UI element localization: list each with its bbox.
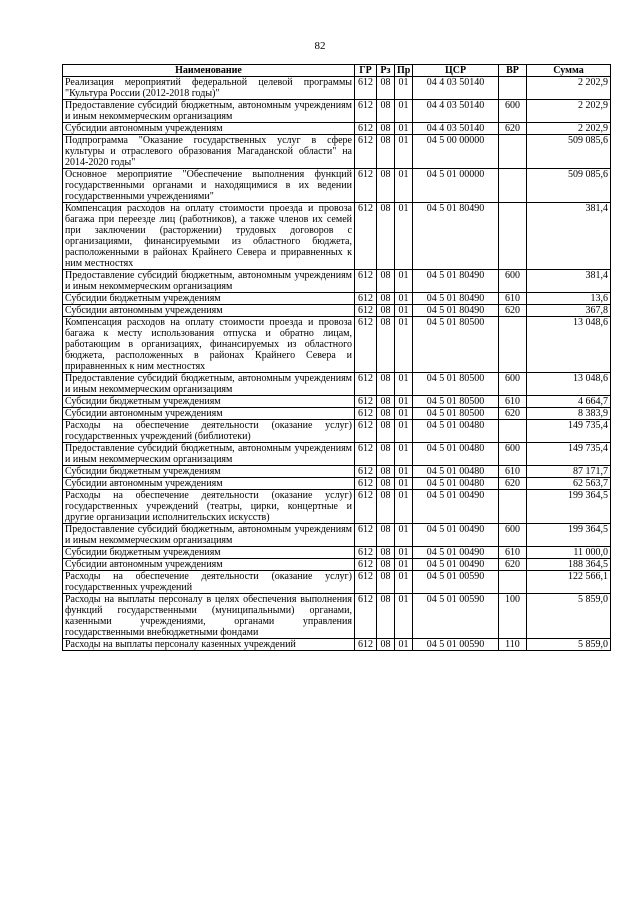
row-csr: 04 5 01 80490 xyxy=(413,203,499,270)
row-rz: 08 xyxy=(377,305,395,317)
row-rz: 08 xyxy=(377,396,395,408)
row-vr: 610 xyxy=(499,293,527,305)
row-csr: 04 5 01 80490 xyxy=(413,293,499,305)
row-sum: 87 171,7 xyxy=(527,466,611,478)
row-sum: 149 735,4 xyxy=(527,443,611,466)
row-sum: 2 202,9 xyxy=(527,123,611,135)
table-row xyxy=(63,317,611,373)
row-sum: 199 364,5 xyxy=(527,490,611,524)
row-sum: 11 000,0 xyxy=(527,547,611,559)
row-rz: 08 xyxy=(377,317,395,373)
row-sum: 5 859,0 xyxy=(527,639,611,651)
row-csr: 04 5 01 00590 xyxy=(413,594,499,639)
row-sum: 381,4 xyxy=(527,270,611,293)
table-row xyxy=(63,203,611,270)
header-name: Наименование xyxy=(63,65,355,77)
row-sum: 509 085,6 xyxy=(527,169,611,203)
row-csr: 04 5 01 00490 xyxy=(413,490,499,524)
row-rz: 08 xyxy=(377,639,395,651)
row-vr: 600 xyxy=(499,373,527,396)
table-row xyxy=(63,420,611,443)
table-row xyxy=(63,408,611,420)
row-pr: 01 xyxy=(395,547,413,559)
row-vr: 620 xyxy=(499,408,527,420)
row-csr: 04 5 01 00490 xyxy=(413,524,499,547)
row-csr: 04 5 01 00480 xyxy=(413,443,499,466)
row-vr: 600 xyxy=(499,524,527,547)
row-name: Расходы на выплаты персоналу казенных учреждений xyxy=(63,639,355,651)
row-sum: 381,4 xyxy=(527,203,611,270)
row-csr: 04 4 03 50140 xyxy=(413,123,499,135)
row-gr: 612 xyxy=(355,547,377,559)
row-name: Расходы на обеспечение деятельности (оказание услуг) государственных учреждений (театры, цирки, концертные и другие организации исполнительских искусств) xyxy=(63,490,355,524)
header-pr: Пр xyxy=(395,65,413,77)
row-gr: 612 xyxy=(355,490,377,524)
row-pr: 01 xyxy=(395,594,413,639)
row-name: Субсидии бюджетным учреждениям xyxy=(63,396,355,408)
table-row xyxy=(63,639,611,651)
table-row xyxy=(63,396,611,408)
table-row xyxy=(63,293,611,305)
row-gr: 612 xyxy=(355,443,377,466)
header-vr: ВР xyxy=(499,65,527,77)
table-row xyxy=(63,77,611,100)
row-gr: 612 xyxy=(355,478,377,490)
row-vr: 600 xyxy=(499,270,527,293)
row-name: Реализация мероприятий федеральной целевой программы "Культура России (2012-2018 годы)" xyxy=(63,77,355,100)
row-vr xyxy=(499,77,527,100)
header-sum: Сумма xyxy=(527,65,611,77)
row-name: Субсидии автономным учреждениям xyxy=(63,305,355,317)
row-gr: 612 xyxy=(355,169,377,203)
row-pr: 01 xyxy=(395,466,413,478)
row-vr xyxy=(499,571,527,594)
row-csr: 04 5 01 80500 xyxy=(413,408,499,420)
row-csr: 04 5 01 80500 xyxy=(413,317,499,373)
row-vr: 600 xyxy=(499,443,527,466)
row-pr: 01 xyxy=(395,478,413,490)
row-rz: 08 xyxy=(377,524,395,547)
row-pr: 01 xyxy=(395,77,413,100)
table-row xyxy=(63,169,611,203)
row-vr: 620 xyxy=(499,305,527,317)
row-csr: 04 5 01 00480 xyxy=(413,420,499,443)
row-gr: 612 xyxy=(355,293,377,305)
row-vr xyxy=(499,490,527,524)
table-row xyxy=(63,547,611,559)
row-sum: 367,8 xyxy=(527,305,611,317)
row-gr: 612 xyxy=(355,396,377,408)
row-name: Предоставление субсидий бюджетным, автономным учреждениям и иным некоммерческим организациям xyxy=(63,443,355,466)
row-vr xyxy=(499,203,527,270)
row-rz: 08 xyxy=(377,478,395,490)
row-vr xyxy=(499,135,527,169)
row-gr: 612 xyxy=(355,203,377,270)
row-pr: 01 xyxy=(395,443,413,466)
row-rz: 08 xyxy=(377,594,395,639)
row-sum: 188 364,5 xyxy=(527,559,611,571)
row-pr: 01 xyxy=(395,524,413,547)
row-csr: 04 4 03 50140 xyxy=(413,100,499,123)
row-csr: 04 5 01 00480 xyxy=(413,466,499,478)
row-pr: 01 xyxy=(395,317,413,373)
row-rz: 08 xyxy=(377,571,395,594)
row-vr xyxy=(499,169,527,203)
row-rz: 08 xyxy=(377,100,395,123)
row-gr: 612 xyxy=(355,270,377,293)
row-pr: 01 xyxy=(395,293,413,305)
row-sum: 149 735,4 xyxy=(527,420,611,443)
row-pr: 01 xyxy=(395,169,413,203)
table-row xyxy=(63,443,611,466)
row-rz: 08 xyxy=(377,490,395,524)
row-name: Предоставление субсидий бюджетным, автономным учреждениям и иным некоммерческим организациям xyxy=(63,270,355,293)
row-sum: 4 664,7 xyxy=(527,396,611,408)
table-row xyxy=(63,559,611,571)
row-csr: 04 5 01 00490 xyxy=(413,559,499,571)
row-name: Субсидии бюджетным учреждениям xyxy=(63,466,355,478)
row-rz: 08 xyxy=(377,293,395,305)
row-rz: 08 xyxy=(377,420,395,443)
row-rz: 08 xyxy=(377,123,395,135)
row-pr: 01 xyxy=(395,305,413,317)
table-row xyxy=(63,100,611,123)
row-gr: 612 xyxy=(355,639,377,651)
page-number: 82 xyxy=(314,40,326,52)
row-csr: 04 5 01 80500 xyxy=(413,396,499,408)
header-rz: Рз xyxy=(377,65,395,77)
row-vr: 610 xyxy=(499,396,527,408)
row-vr: 620 xyxy=(499,478,527,490)
row-pr: 01 xyxy=(395,639,413,651)
row-csr: 04 5 00 00000 xyxy=(413,135,499,169)
table-row xyxy=(63,123,611,135)
row-name: Основное мероприятие "Обеспечение выполнения функций государственными органами и находящимися в их ведении государственными учреждениями" xyxy=(63,169,355,203)
row-pr: 01 xyxy=(395,203,413,270)
row-name: Субсидии автономным учреждениям xyxy=(63,408,355,420)
row-rz: 08 xyxy=(377,466,395,478)
row-name: Расходы на обеспечение деятельности (оказание услуг) государственных учреждений xyxy=(63,571,355,594)
row-sum: 13,6 xyxy=(527,293,611,305)
row-name: Субсидии автономным учреждениям xyxy=(63,123,355,135)
row-sum: 509 085,6 xyxy=(527,135,611,169)
row-sum: 2 202,9 xyxy=(527,100,611,123)
row-rz: 08 xyxy=(377,559,395,571)
row-gr: 612 xyxy=(355,77,377,100)
header-gr: ГР xyxy=(355,65,377,77)
table-header xyxy=(63,65,611,77)
row-name: Субсидии бюджетным учреждениям xyxy=(63,547,355,559)
row-pr: 01 xyxy=(395,420,413,443)
row-gr: 612 xyxy=(355,594,377,639)
row-gr: 612 xyxy=(355,373,377,396)
row-pr: 01 xyxy=(395,135,413,169)
row-rz: 08 xyxy=(377,443,395,466)
row-gr: 612 xyxy=(355,100,377,123)
row-name: Предоставление субсидий бюджетным, автономным учреждениям и иным некоммерческим организациям xyxy=(63,100,355,123)
row-gr: 612 xyxy=(355,420,377,443)
row-name: Предоставление субсидий бюджетным, автономным учреждениям и иным некоммерческим организациям xyxy=(63,373,355,396)
row-vr xyxy=(499,317,527,373)
row-vr: 620 xyxy=(499,123,527,135)
row-name: Компенсация расходов на оплату стоимости проезда и провоза багажа к месту использования отпуска и обратно лицам, работающим в организациях, финансируемых из областного бюджета, расположенных в районах Крайнего Севера и приравненных к ним местностях xyxy=(63,317,355,373)
row-rz: 08 xyxy=(377,270,395,293)
row-vr: 610 xyxy=(499,466,527,478)
row-vr: 110 xyxy=(499,639,527,651)
table-row xyxy=(63,478,611,490)
row-rz: 08 xyxy=(377,408,395,420)
row-rz: 08 xyxy=(377,373,395,396)
row-sum: 2 202,9 xyxy=(527,77,611,100)
row-name: Предоставление субсидий бюджетным, автономным учреждениям и иным некоммерческим организациям xyxy=(63,524,355,547)
row-vr: 100 xyxy=(499,594,527,639)
table-row xyxy=(63,524,611,547)
row-csr: 04 5 01 80500 xyxy=(413,373,499,396)
row-name: Компенсация расходов на оплату стоимости проезда и провоза багажа при переезде лиц (работников), а также членов их семей при заключении (расторжении) трудовых договоров с организациями, финансируемыми из областного бюджета, расположенными в районах Крайнего Севера и приравненных к ним местностях xyxy=(63,203,355,270)
row-csr: 04 5 01 00590 xyxy=(413,571,499,594)
row-pr: 01 xyxy=(395,373,413,396)
row-gr: 612 xyxy=(355,317,377,373)
row-name: Подпрограмма "Оказание государственных услуг в сфере культуры и отраслевого образования Магаданской области" на 2014-2020 годы" xyxy=(63,135,355,169)
row-sum: 13 048,6 xyxy=(527,373,611,396)
row-gr: 612 xyxy=(355,135,377,169)
row-gr: 612 xyxy=(355,524,377,547)
table-body xyxy=(63,77,611,651)
row-vr: 600 xyxy=(499,100,527,123)
row-gr: 612 xyxy=(355,123,377,135)
row-csr: 04 5 01 00490 xyxy=(413,547,499,559)
table-row xyxy=(63,571,611,594)
row-pr: 01 xyxy=(395,408,413,420)
table-row xyxy=(63,466,611,478)
row-gr: 612 xyxy=(355,305,377,317)
row-csr: 04 5 01 80490 xyxy=(413,305,499,317)
row-gr: 612 xyxy=(355,408,377,420)
table-row xyxy=(63,305,611,317)
header-csr: ЦСР xyxy=(413,65,499,77)
row-csr: 04 5 01 80490 xyxy=(413,270,499,293)
row-sum: 122 566,1 xyxy=(527,571,611,594)
row-sum: 13 048,6 xyxy=(527,317,611,373)
row-vr xyxy=(499,420,527,443)
row-pr: 01 xyxy=(395,559,413,571)
row-name: Расходы на обеспечение деятельности (оказание услуг) государственных учреждений (библиотеки) xyxy=(63,420,355,443)
row-rz: 08 xyxy=(377,169,395,203)
row-gr: 612 xyxy=(355,466,377,478)
row-pr: 01 xyxy=(395,270,413,293)
table-row xyxy=(63,594,611,639)
row-csr: 04 5 01 00590 xyxy=(413,639,499,651)
row-csr: 04 4 03 50140 xyxy=(413,77,499,100)
row-rz: 08 xyxy=(377,203,395,270)
header-row xyxy=(63,65,611,77)
row-name: Расходы на выплаты персоналу в целях обеспечения выполнения функций государственными (муниципальными) органами, казенными учреждениями, органами управления государственными внебюджетными фондами xyxy=(63,594,355,639)
table-row xyxy=(63,270,611,293)
budget-table xyxy=(62,64,611,651)
row-sum: 5 859,0 xyxy=(527,594,611,639)
row-pr: 01 xyxy=(395,100,413,123)
row-pr: 01 xyxy=(395,396,413,408)
row-vr: 610 xyxy=(499,547,527,559)
row-rz: 08 xyxy=(377,77,395,100)
row-gr: 612 xyxy=(355,559,377,571)
row-sum: 8 383,9 xyxy=(527,408,611,420)
row-vr: 620 xyxy=(499,559,527,571)
row-name: Субсидии бюджетным учреждениям xyxy=(63,293,355,305)
table-row xyxy=(63,373,611,396)
row-pr: 01 xyxy=(395,571,413,594)
row-csr: 04 5 01 00000 xyxy=(413,169,499,203)
row-name: Субсидии автономным учреждениям xyxy=(63,559,355,571)
row-pr: 01 xyxy=(395,123,413,135)
row-pr: 01 xyxy=(395,490,413,524)
row-sum: 62 563,7 xyxy=(527,478,611,490)
row-sum: 199 364,5 xyxy=(527,524,611,547)
row-rz: 08 xyxy=(377,547,395,559)
row-name: Субсидии автономным учреждениям xyxy=(63,478,355,490)
row-rz: 08 xyxy=(377,135,395,169)
row-csr: 04 5 01 00480 xyxy=(413,478,499,490)
table-row xyxy=(63,135,611,169)
table-row xyxy=(63,490,611,524)
row-gr: 612 xyxy=(355,571,377,594)
